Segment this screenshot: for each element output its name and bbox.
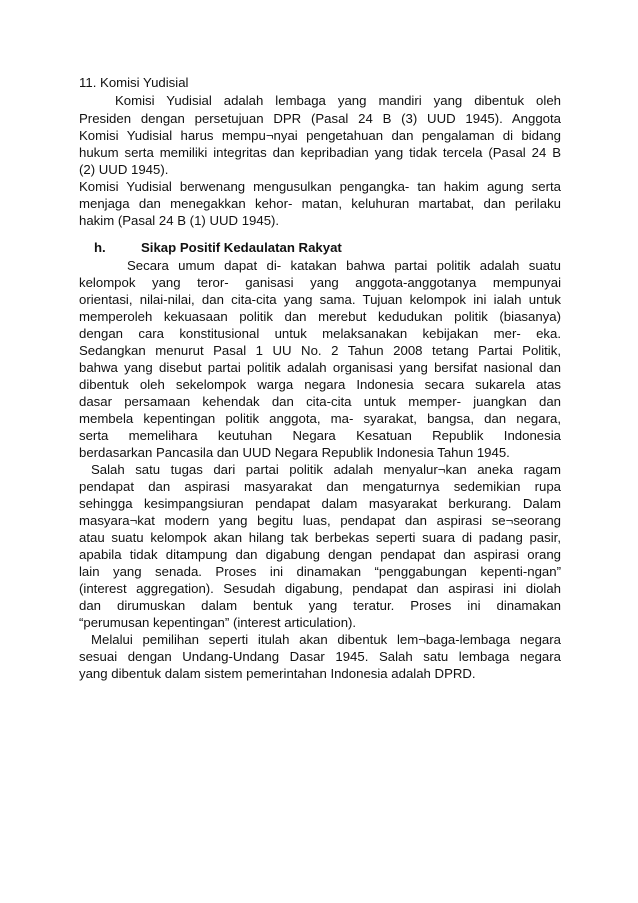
paragraph-line: orientasi, nilai-nilai, dan cita-cita yang sama. Tujuan kelompok ini ialah untuk [79,292,561,307]
paragraph-line: masyara¬kat modern yang begitu luas, pendapat dan aspirasi se¬seorang [79,513,561,528]
paragraph-line: memperoleh kekuasaan politik dan merebut kedudukan politik (biasanya) [79,309,561,324]
paragraph-line: Melalui pemilihan seperti itulah akan dibentuk lem¬baga-lembaga negara [91,632,561,647]
paragraph-line: hakim (Pasal 24 B (1) UUD 1945). [79,213,280,228]
paragraph-line: sehingga kesimpangsiuran pendapat dalam masyarakat berkurang. Dalam [79,496,561,511]
paragraph-line: dan dirumuskan dalam bentuk yang teratur. Proses ini dinamakan [79,598,561,613]
paragraph-line: serta memelihara keutuhan Negara Kesatuan Republik Indonesia [79,428,561,443]
paragraph-line: membela kepentingan politik anggota, ma- syarakat, bangsa, dan negara, [79,411,561,426]
paragraph-line: yang dibentuk dalam sistem pemerintahan Indonesia adalah DPRD. [79,666,476,681]
paragraph-line: atau suatu kelompok akan hilang tak berbekas seperti suara di padang pasir, [79,530,561,545]
paragraph-line: Salah satu tugas dari partai politik adalah menyalur¬kan aneka ragam [91,462,561,477]
paragraph-line: bahwa yang disebut partai politik adalah organisasi yang bersifat nasional dan [79,360,561,375]
paragraph-line: Komisi Yudisial harus mempu¬nyai pengetahuan dan pengalaman di bidang [79,128,561,143]
paragraph-line: Presiden dengan persetujuan DPR (Pasal 24 B (3) UUD 1945). Anggota [79,111,561,126]
paragraph-line: berdasarkan Pancasila dan UUD Negara Republik Indonesia Tahun 1945. [79,445,510,460]
paragraph-line: hukum serta memiliki integritas dan kepribadian yang tidak tercela (Pasal 24 B [79,145,561,160]
section-11-title: 11. Komisi Yudisial [79,75,189,90]
paragraph-line: kelompok yang teror- ganisasi yang anggota-anggotanya mempunyai [79,275,561,290]
section-h-heading [94,239,342,256]
paragraph-line: apabila tidak ditampung dan digabung dengan pendapat dan aspirasi orang [79,547,561,562]
paragraph-line: “perumusan kepentingan” (interest articulation). [79,615,357,630]
paragraph-line: menjaga dan menegakkan kehor- matan, keluhuran martabat, dan perilaku [79,196,561,211]
section-h-title: Sikap Positif Kedaulatan Rakyat [141,240,342,255]
paragraph-line: Komisi Yudisial adalah lembaga yang mandiri yang dibentuk oleh [115,93,561,108]
paragraph-line: dengan cara konstitusional untuk melaksanakan kebijakan mer- eka. [79,326,561,341]
paragraph-line: pendapat dan aspirasi masyarakat dan mengaturnya sedemikian rupa [79,479,561,494]
paragraph-line: Komisi Yudisial berwenang mengusulkan pengangka- tan hakim agung serta [79,179,561,194]
paragraph-line: dasar persamaan kehendak dan cita-cita untuk memper- juangkan dan [79,394,561,409]
paragraph-line: (2) UUD 1945). [79,162,169,177]
paragraph-line: Secara umum dapat di- katakan bahwa partai politik adalah suatu [127,258,561,273]
paragraph-line: sesuai dengan Undang-Undang Dasar 1945. Salah satu lembaga negara [79,649,561,664]
paragraph-line: dibentuk oleh sekelompok warga negara Indonesia secara sukarela atas [79,377,561,392]
paragraph-line: Sedangkan menurut Pasal 1 UU No. 2 Tahun 2008 tetang Partai Politik, [79,343,561,358]
paragraph-line: lain yang senada. Proses ini dinamakan “penggabungan kepenti-ngan” [79,564,561,579]
paragraph-line: (interest aggregation). Sesudah digabung, pendapat dan aspirasi ini diolah [79,581,561,596]
section-h-label: h. [94,240,106,255]
